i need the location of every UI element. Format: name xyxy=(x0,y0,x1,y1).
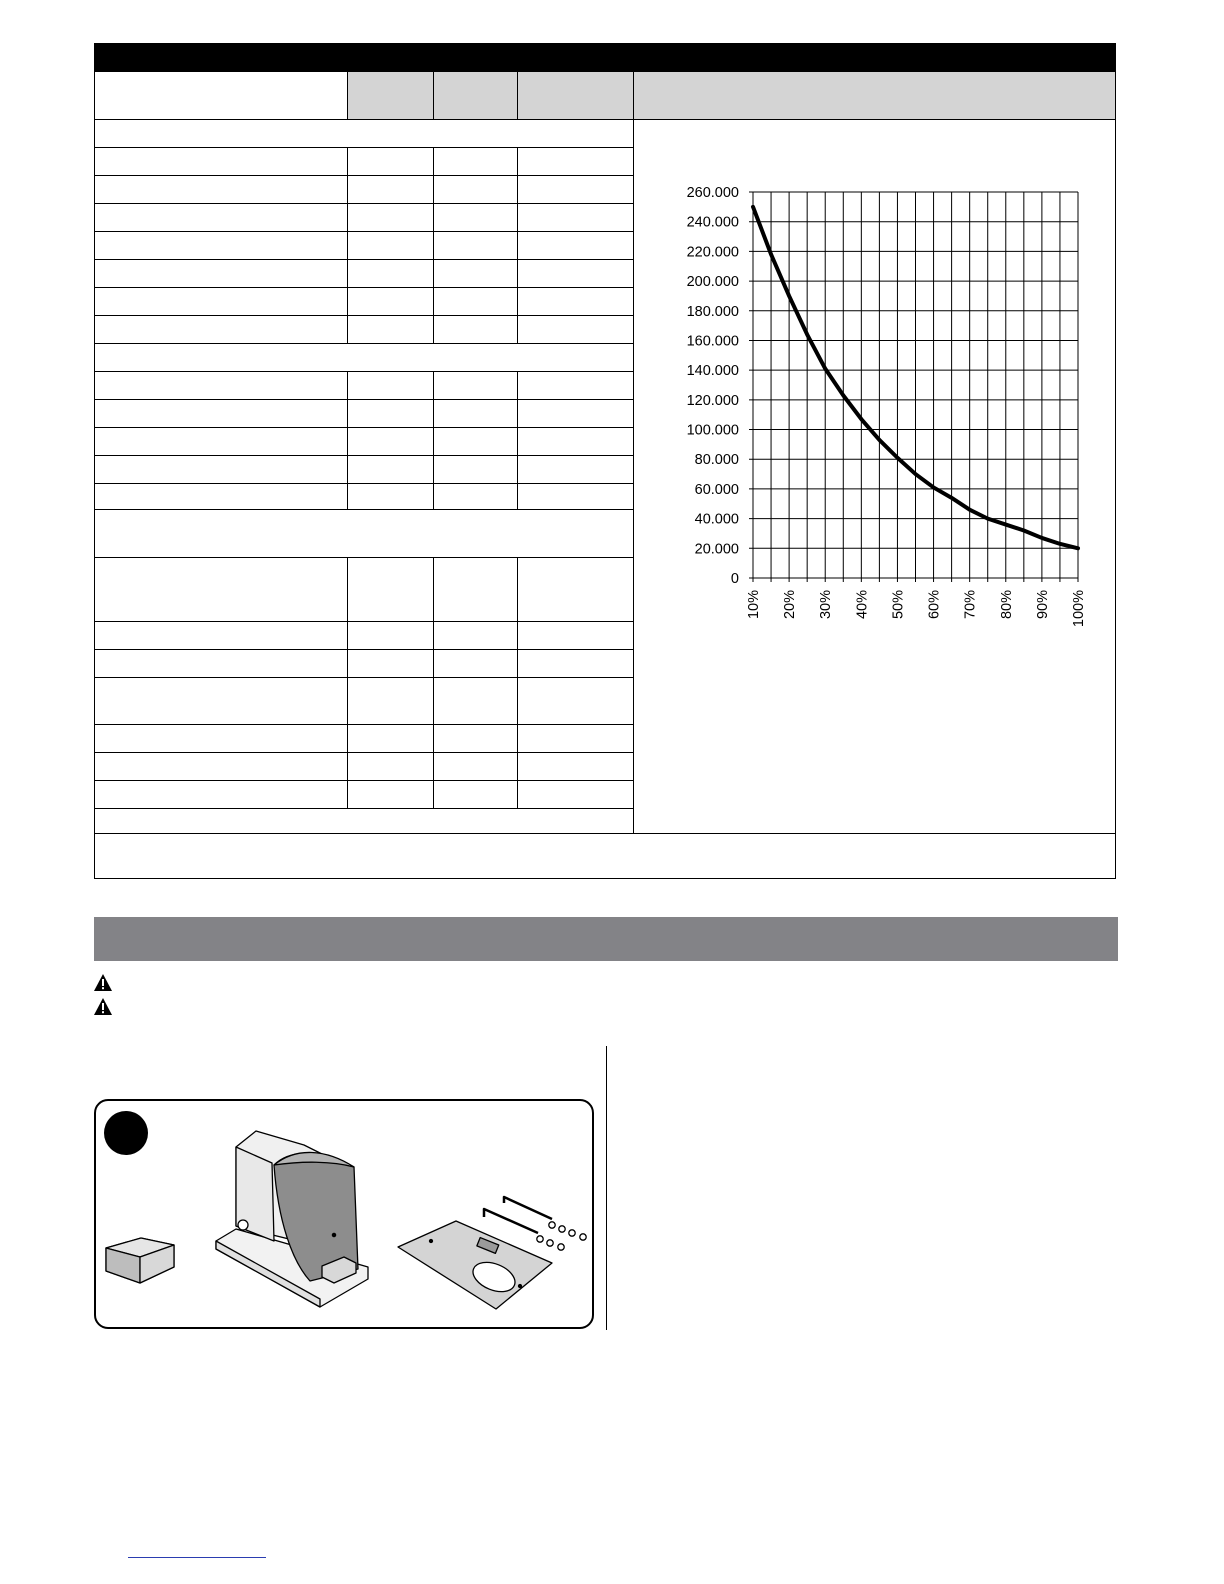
table-row-divider xyxy=(95,677,633,678)
table-column-divider xyxy=(347,147,348,343)
table-row-divider xyxy=(95,483,633,484)
x-tick-label: 30% xyxy=(818,590,835,620)
table-column-divider xyxy=(347,72,348,119)
x-tick-label: 20% xyxy=(782,590,799,620)
y-tick-label: 100.000 xyxy=(686,422,739,439)
column-header-2 xyxy=(434,72,517,119)
table-row-divider xyxy=(95,780,633,781)
y-tick-label: 20.000 xyxy=(694,541,739,558)
table-row-divider xyxy=(95,399,633,400)
table-title-bar xyxy=(95,44,1115,72)
table-row-divider xyxy=(95,724,633,725)
table-row-divider xyxy=(95,287,633,288)
durability-chart xyxy=(640,150,1110,670)
table-column-divider xyxy=(433,371,434,509)
table-column-divider xyxy=(347,557,348,808)
y-tick-label: 260.000 xyxy=(686,185,739,201)
x-tick-label: 90% xyxy=(1034,590,1051,620)
base-plate-illustration xyxy=(398,1197,586,1309)
table-row-divider xyxy=(95,649,633,650)
warning-triangle-icon xyxy=(93,973,113,993)
y-tick-label: 160.000 xyxy=(686,333,739,350)
gear-motor-illustration xyxy=(216,1131,368,1307)
table-column-divider xyxy=(517,72,518,119)
x-tick-label: 40% xyxy=(854,590,871,620)
table-row-divider xyxy=(95,455,633,456)
table-row-divider xyxy=(95,315,633,316)
x-tick-label: 80% xyxy=(998,590,1015,620)
x-tick-label: 70% xyxy=(962,590,979,620)
table-column-divider xyxy=(517,147,518,343)
table-column-divider xyxy=(433,147,434,343)
table-row-divider xyxy=(95,343,633,344)
control-unit-box-illustration xyxy=(106,1238,174,1283)
y-tick-label: 220.000 xyxy=(686,244,739,261)
y-tick-label: 240.000 xyxy=(686,214,739,231)
table-column-divider xyxy=(433,72,434,119)
package-contents-illustration xyxy=(96,1101,592,1327)
y-tick-label: 120.000 xyxy=(686,392,739,409)
chart-svg xyxy=(640,150,1110,670)
x-tick-label: 100% xyxy=(1071,590,1087,628)
chart-column-header xyxy=(634,72,1115,119)
table-column-divider xyxy=(633,72,634,833)
table-row-divider xyxy=(95,509,633,510)
table-column-divider xyxy=(517,557,518,808)
y-tick-label: 180.000 xyxy=(686,303,739,320)
y-tick-label: 0 xyxy=(730,571,739,587)
x-tick-label: 50% xyxy=(890,590,907,620)
x-tick-label: 10% xyxy=(746,590,762,620)
table-row-divider xyxy=(95,203,633,204)
column-header-1 xyxy=(347,72,433,119)
section-header-bar xyxy=(94,917,1118,961)
table-column-divider xyxy=(433,557,434,808)
table-row-divider xyxy=(95,833,1115,834)
x-tick-label: 60% xyxy=(926,590,943,620)
y-axis-tick-labels xyxy=(687,185,739,587)
table-column-divider xyxy=(347,371,348,509)
table-row-divider xyxy=(95,371,633,372)
y-tick-label: 80.000 xyxy=(694,452,739,469)
table-row-divider xyxy=(95,427,633,428)
table-row-divider xyxy=(95,557,633,558)
table-row-divider xyxy=(95,119,1115,120)
y-tick-label: 40.000 xyxy=(694,511,739,528)
footer-link-underline xyxy=(128,1557,266,1558)
y-tick-label: 60.000 xyxy=(694,481,739,498)
column-divider xyxy=(606,1046,607,1330)
package-contents-figure xyxy=(94,1099,594,1329)
y-tick-label: 140.000 xyxy=(686,363,739,380)
table-row-divider xyxy=(95,175,633,176)
table-row-divider xyxy=(95,147,633,148)
table-row-divider xyxy=(95,621,633,622)
table-row-divider xyxy=(95,808,633,809)
column-header-3 xyxy=(518,72,633,119)
table-column-divider xyxy=(517,371,518,509)
table-row-divider xyxy=(95,259,633,260)
table-row-divider xyxy=(95,231,633,232)
chart-grid xyxy=(749,192,1078,582)
x-axis-tick-labels xyxy=(746,590,1087,627)
table-row-divider xyxy=(95,752,633,753)
warning-triangle-icon xyxy=(93,997,113,1017)
y-tick-label: 200.000 xyxy=(686,274,739,291)
